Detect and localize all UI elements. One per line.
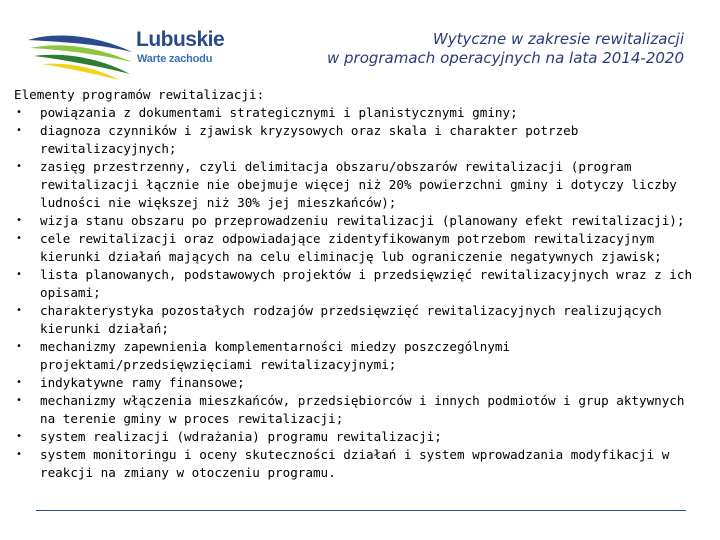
list-item [14,374,704,392]
bullet-icon: • [16,449,23,460]
list-item [14,446,704,482]
bullet-icon: • [16,233,23,244]
list-item [14,230,704,266]
list-item-text: system realizacji (wdrażania) programu rewitalizacji; [40,429,442,444]
list-item-text: indykatywne ramy finansowe; [40,375,245,390]
list-item-text: mechanizmy włączenia mieszkańców, przedsiębiorców i innych podmiotów i grup aktywnych na terenie gminy w proces rewitalizacji; [40,393,685,426]
list-item [14,104,704,122]
lubuskie-swoosh-icon [24,18,136,82]
bullet-icon: • [16,161,23,172]
page-title [327,30,684,68]
list-item [14,158,704,212]
list-item-text: zasięg przestrzenny, czyli delimitacja obszaru/obszarów rewitalizacji (program rewitalizacji łącznie nie obejmuje więcej niż 20% powierzchni gminy i dotyczy liczby ludności nie większej niż 30% jej mieszkańców); [40,159,677,210]
bullet-icon: • [16,431,23,442]
section-heading: Elementy programów rewitalizacji: [14,87,265,102]
title-line-1: Wytyczne w zakresie rewitalizacji [432,30,684,48]
list-item [14,302,704,338]
footer-divider [36,510,686,511]
bullet-icon: • [16,215,23,226]
bullet-icon: • [16,107,23,118]
list-item [14,338,704,374]
logo-name: Lubuskie [136,28,225,51]
bullet-icon: • [16,269,23,280]
list-item-text: charakterystyka pozostałych rodzajów przedsięwzięć rewitalizacyjnych realizujących kierunki działań; [40,303,662,336]
list-item-text: lista planowanych, podstawowych projektów i przedsięwzięć rewitalizacyjnych wraz z ich opisami; [40,267,693,300]
lubuskie-logo [24,18,234,82]
logo-tagline: Warte zachodu [137,53,213,65]
list-item-text: cele rewitalizacji oraz odpowiadające zidentyfikowanym potrzebom rewitalizacyjnym kierunki działań mających na celu eliminację lub ograniczenie negatywnych zjawisk; [40,231,662,264]
bullet-icon: • [16,305,23,316]
list-item-text: mechanizmy zapewnienia komplementarności miedzy poszczególnymi projektami/przedsięwzięciami rewitalizacyjnymi; [40,339,511,372]
list-item [14,266,704,302]
elements-list [14,104,704,482]
list-item [14,392,704,428]
list-item-text: powiązania z dokumentami strategicznymi i planistycznymi gminy; [40,105,518,120]
list-item [14,122,704,158]
title-line-2: w programach operacyjnych na lata 2014-2020 [326,49,684,67]
bullet-icon: • [16,125,23,136]
bullet-icon: • [16,395,23,406]
list-item [14,428,704,446]
list-item-text: wizja stanu obszaru po przeprowadzeniu rewitalizacji (planowany efekt rewitalizacji); [40,213,685,228]
bullet-icon: • [16,341,23,352]
list-item-text: system monitoringu i oceny skuteczności działań i system wprowadzania modyfikacji w reakcji na zmiany w otoczeniu programu. [40,447,670,480]
bullet-icon: • [16,377,23,388]
list-item-text: diagnoza czynników i zjawisk kryzysowych oraz skala i charakter potrzeb rewitalizacyjnych; [40,123,579,156]
content-body [14,86,704,482]
list-item [14,212,704,230]
